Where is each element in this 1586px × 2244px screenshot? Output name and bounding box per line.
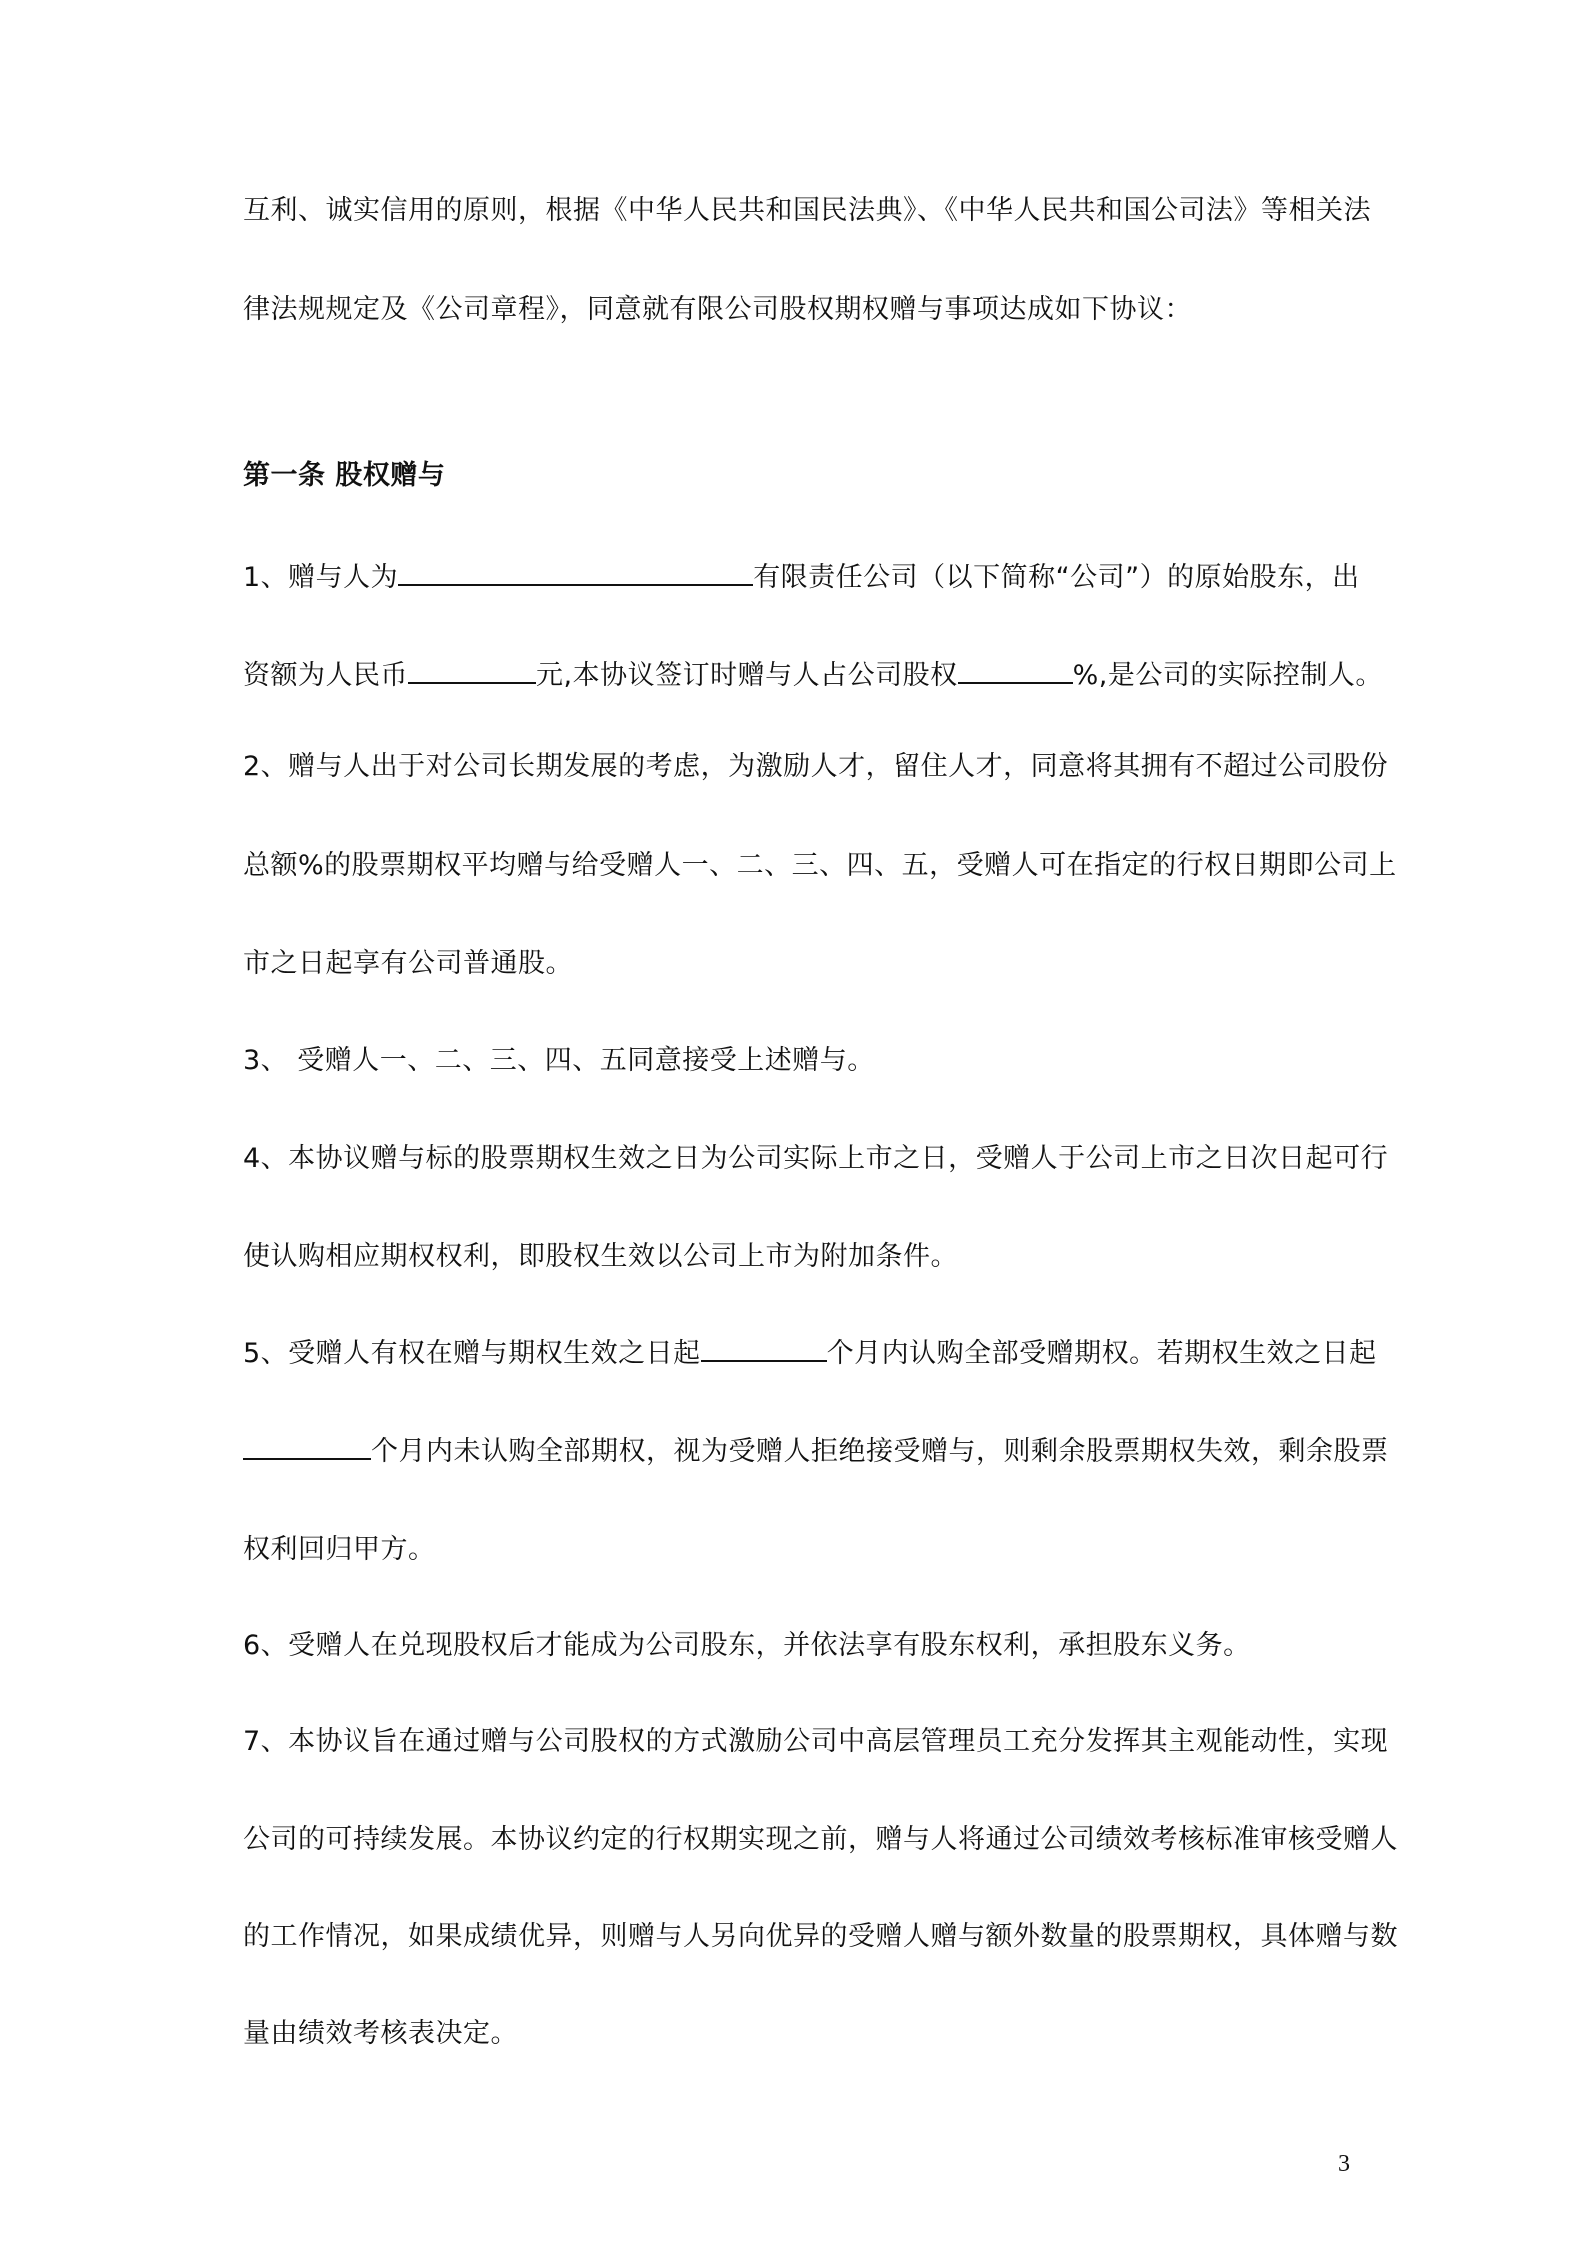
paragraph-line (243, 1334, 1377, 1374)
paragraph-line: 2、赠与人出于对公司长期发展的考虑，为激励人才，留住人才，同意将其拥有不超过公司股份 (243, 751, 1389, 782)
paragraph-line: 4、本协议赠与标的股票期权生效之日为公司实际上市之日，受赠人于公司上市之日次日起可行 (243, 1143, 1389, 1174)
clause-text: 有限责任公司（以下简称“公司”）的原始股东，出 (753, 562, 1360, 593)
paragraph-line: 互利、诚实信用的原则，根据《中华人民共和国民法典》、《中华人民共和国公司法》等相关法 (243, 195, 1371, 226)
paragraph-line: 7、本协议旨在通过赠与公司股权的方式激励公司中高层管理员工充分发挥其主观能动性，实现 (243, 1726, 1389, 1757)
paragraph-line: 市之日起享有公司普通股。 (243, 948, 573, 979)
page-number: 3 (1338, 2151, 1350, 2177)
blank-field (398, 560, 753, 586)
paragraph-line: 权利回归甲方。 (243, 1534, 436, 1565)
paragraph-line (243, 656, 1383, 696)
blank-field (243, 1434, 371, 1460)
clause-text: 个月内认购全部受赠期权。若期权生效之日起 (826, 1338, 1377, 1369)
paragraph-line: 使认购相应期权权利，即股权生效以公司上市为附加条件。 (243, 1241, 958, 1272)
paragraph-line: 总额%的股票期权平均赠与给受赠人一、二、三、四、五，受赠人可在指定的行权日期即公司上 (243, 850, 1397, 881)
blank-field (701, 1336, 827, 1362)
clause-text: 个月内未认购全部期权，视为受赠人拒绝接受赠与，则剩余股票期权失效，剩余股票 (371, 1436, 1389, 1467)
clause-text: 1、赠与人为 (243, 562, 399, 593)
paragraph-line (243, 558, 1360, 598)
paragraph-line (243, 1432, 1389, 1472)
section-heading: 第一条 股权赠与 (243, 460, 446, 491)
paragraph-line: 3、 受赠人一、二、三、四、五同意接受上述赠与。 (243, 1045, 875, 1076)
clause-text: 元,本协议签订时赠与人占公司股权 (536, 660, 958, 691)
paragraph-line: 量由绩效考核表决定。 (243, 2018, 518, 2049)
paragraph-line: 的工作情况，如果成绩优异，则赠与人另向优异的受赠人赠与额外数量的股票期权，具体赠与数 (243, 1921, 1398, 1952)
clause-text: %,是公司的实际控制人。 (1072, 660, 1383, 691)
blank-field (958, 658, 1073, 684)
paragraph-line: 公司的可持续发展。本协议约定的行权期实现之前，赠与人将通过公司绩效考核标准审核受赠人 (243, 1824, 1398, 1855)
clause-text: 5、受赠人有权在赠与期权生效之日起 (243, 1338, 701, 1369)
paragraph-line: 6、受赠人在兑现股权后才能成为公司股东，并依法享有股东权利，承担股东义务。 (243, 1630, 1251, 1661)
clause-text: 资额为人民币 (243, 660, 408, 691)
paragraph-line: 律法规规定及《公司章程》，同意就有限公司股权期权赠与事项达成如下协议： (243, 294, 1192, 325)
blank-field (408, 658, 536, 684)
